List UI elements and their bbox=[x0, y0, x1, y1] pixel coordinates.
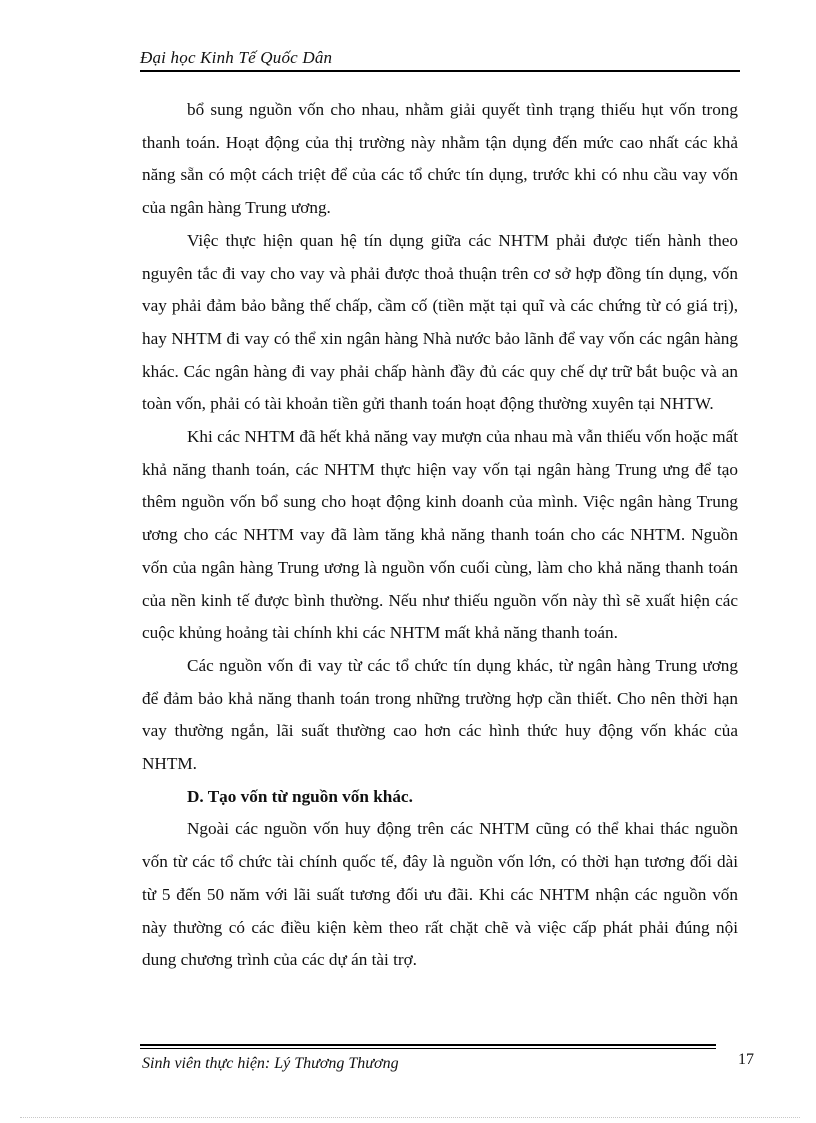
page-edge-divider bbox=[20, 1117, 800, 1118]
page-footer bbox=[140, 1044, 760, 1072]
header-rule bbox=[140, 70, 740, 72]
header-title: Đại học Kinh Tế Quốc Dân bbox=[140, 48, 333, 67]
section-heading: D. Tạo vốn từ nguồn vốn khác. bbox=[187, 786, 413, 806]
footer-author: Sinh viên thực hiện: Lý Thương Thương bbox=[142, 1055, 399, 1072]
paragraph-1: bổ sung nguồn vốn cho nhau, nhằm giải quyết tình trạng thiếu hụt vốn trong thanh toán. Hoạt động của thị trường này nhằm tận dụng đến mức cao nhất các khả năng sẵn có một cách triệt để của các tổ chức tín dụng, trước khi có nhu cầu vay vốn của ngân hàng Trung ương. bbox=[142, 100, 738, 218]
page-number: 17 bbox=[738, 1051, 754, 1068]
paragraph-2: Việc thực hiện quan hệ tín dụng giữa các NHTM phải được tiến hành theo nguyên tắc đi vay cho vay và phải được thoả thuận trên cơ sở hợp đồng tín dụng, vốn vay phải đảm bảo bằng thế chấp, cầm cố (tiền mặt tại quĩ và các chứng từ có giá trị), hay NHTM đi vay có thể xin ngân hàng Nhà nước bảo lãnh để vay vốn các ngân hàng khác. Các ngân hàng đi vay phải chấp hành đầy đủ các quy chế dự trữ bắt buộc và an toàn vốn, phải có tài khoản tiền gửi thanh toán hoạt động thường xuyên tại NHTW. bbox=[142, 230, 738, 414]
footer-rule bbox=[140, 1044, 716, 1046]
page-header bbox=[140, 48, 740, 72]
paragraph-3: Khi các NHTM đã hết khả năng vay mượn của nhau mà vẫn thiếu vốn hoặc mất khả năng thanh toán, các NHTM thực hiện vay vốn tại ngân hàng Trung ưng để tạo thêm nguồn vốn bổ sung cho hoạt động kinh doanh của mình. Việc ngân hàng Trung ương cho các NHTM vay đã làm tăng khả năng thanh toán cho các NHTM. Nguồn vốn của ngân hàng Trung ương là nguồn vốn cuối cùng, làm cho khả năng thanh toán của nền kinh tế được bình thường. Nếu như thiếu nguồn vốn này thì sẽ xuất hiện các cuộc khủng hoảng tài chính khi các NHTM mất khả năng thanh toán. bbox=[142, 427, 738, 643]
document-body bbox=[142, 94, 738, 977]
paragraph-4: Các nguồn vốn đi vay từ các tổ chức tín dụng khác, từ ngân hàng Trung ương để đảm bảo khả năng thanh toán trong những trường hợp cần thiết. Cho nên thời hạn vay thường ngắn, lãi suất thường cao hơn các hình thức huy động vốn khác của NHTM. bbox=[142, 655, 738, 774]
paragraph-5: Ngoài các nguồn vốn huy động trên các NHTM cũng có thể khai thác nguồn vốn từ các tổ chức tài chính quốc tế, đây là nguồn vốn lớn, có thời hạn tương đối dài từ 5 đến 50 năm với lãi suất tương đối ưu đãi. Khi các NHTM nhận các nguồn vốn này thường có các điều kiện kèm theo rất chặt chẽ và việc cấp phát phải đúng nội dung chương trình của các dự án tài trợ. bbox=[142, 819, 738, 970]
footer-rule-thin bbox=[140, 1048, 716, 1049]
